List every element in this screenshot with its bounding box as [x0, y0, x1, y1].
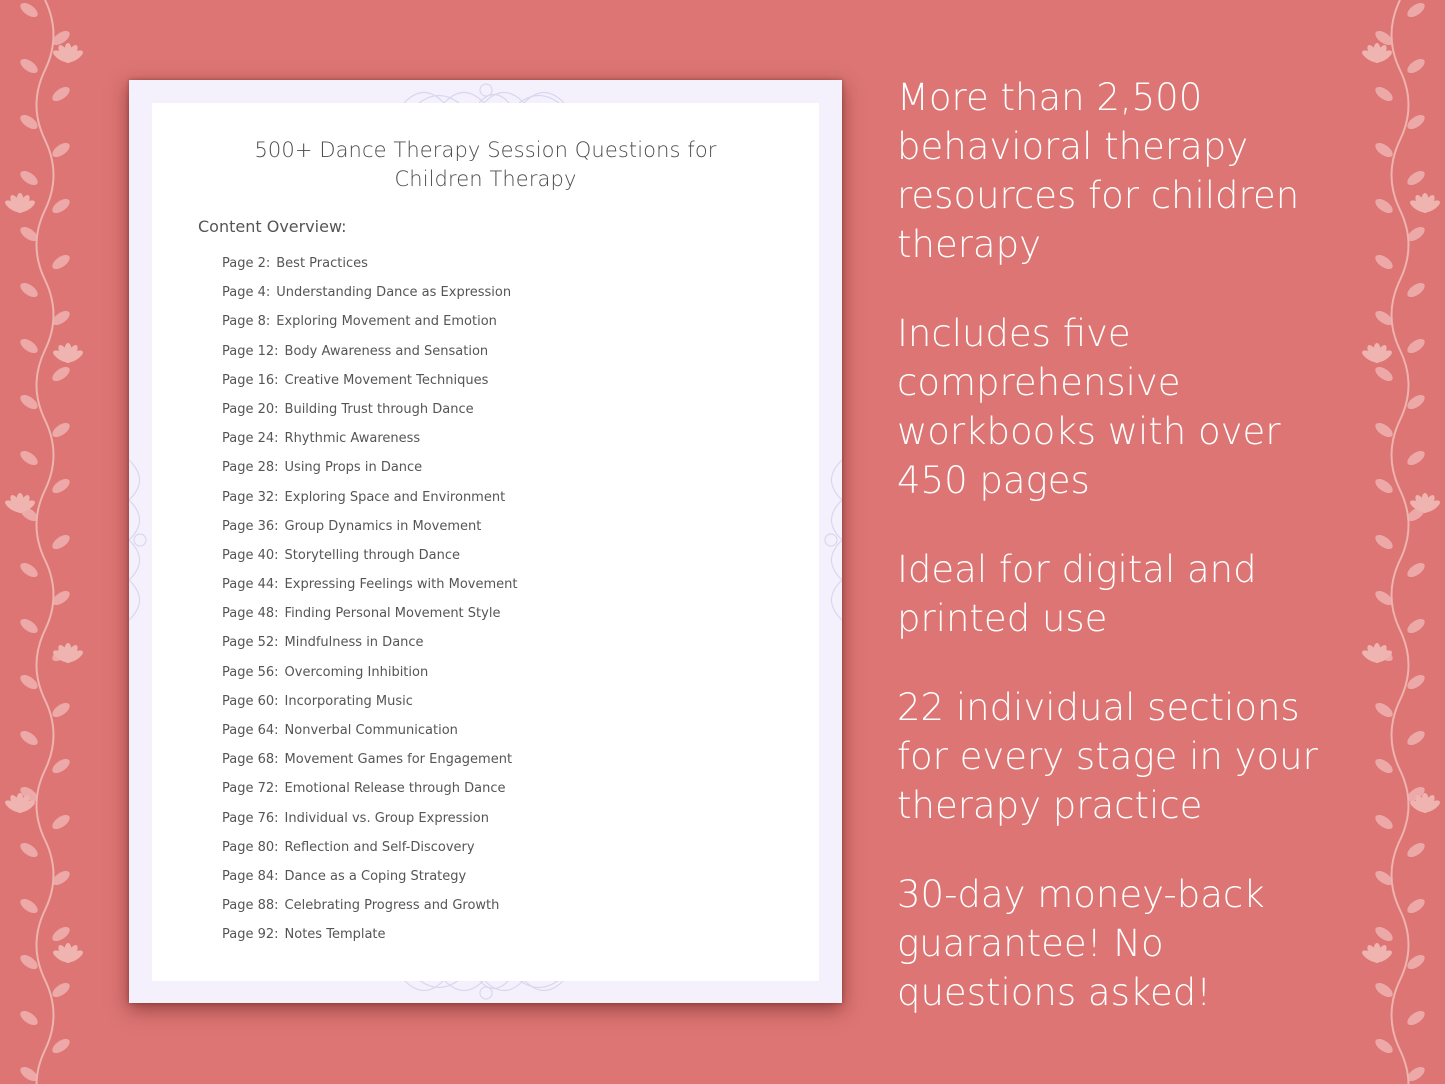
feature-workbooks: Includes five comprehensive workbooks with over 450 pages	[897, 312, 1281, 502]
document-title-line-1: 500+ Dance Therapy Session Questions for	[254, 138, 717, 162]
toc-page-number: Page 20:	[222, 401, 279, 417]
toc-item	[222, 458, 782, 487]
document-title-line-2: Children Therapy	[394, 167, 577, 191]
toc-title: Storytelling through Dance	[284, 547, 460, 563]
feature-resources-count: More than 2,500 behavioral therapy resources for children therapy	[897, 76, 1300, 266]
toc-title: Exploring Movement and Emotion	[276, 314, 497, 330]
table-of-contents	[222, 254, 782, 955]
content-overview-label: Content Overview:	[198, 217, 347, 236]
mandala-top-decoration	[384, 80, 589, 103]
toc-page-number: Page 64:	[222, 723, 279, 738]
toc-page-number: Page 16:	[222, 372, 279, 388]
toc-item	[222, 633, 782, 662]
toc-page-number: Page 8:	[222, 314, 271, 330]
toc-item	[222, 867, 782, 896]
toc-title: Exploring Space and Environment	[284, 489, 506, 505]
mandala-left-decoration	[129, 450, 152, 630]
toc-page-number: Page 88:	[222, 898, 279, 914]
toc-item	[222, 604, 782, 633]
toc-item	[222, 692, 782, 721]
toc-item	[222, 488, 782, 517]
floral-vine-right-decoration	[1355, 0, 1445, 1084]
toc-title: Notes Template	[284, 927, 386, 943]
toc-title: Understanding Dance as Expression	[276, 285, 512, 301]
toc-title: Individual vs. Group Expression	[284, 810, 489, 826]
document-preview	[129, 80, 842, 1003]
toc-title: Using Props in Dance	[284, 460, 423, 476]
toc-item	[222, 342, 782, 371]
toc-page-number: Page 52:	[222, 635, 279, 651]
toc-page-number: Page 60:	[222, 693, 279, 709]
toc-title: Best Practices	[276, 256, 368, 271]
feature-list	[897, 73, 1337, 1057]
toc-page-number: Page 84:	[222, 868, 279, 884]
toc-page-number: Page 4:	[222, 285, 271, 301]
toc-item	[222, 721, 782, 750]
toc-title: Emotional Release through Dance	[284, 781, 506, 797]
toc-title: Overcoming Inhibition	[284, 664, 429, 680]
toc-title: Finding Personal Movement Style	[284, 606, 501, 622]
floral-vine-left-decoration	[0, 0, 90, 1084]
toc-title: Building Trust through Dance	[284, 401, 474, 417]
toc-item	[222, 254, 782, 283]
toc-title: Body Awareness and Sensation	[284, 343, 489, 359]
toc-title: Mindfulness in Dance	[284, 635, 424, 651]
toc-page-number: Page 72:	[222, 781, 279, 797]
toc-title: Dance as a Coping Strategy	[284, 868, 467, 884]
toc-title: Creative Movement Techniques	[284, 372, 489, 388]
mandala-right-decoration	[819, 450, 842, 630]
toc-item	[222, 429, 782, 458]
toc-item	[222, 371, 782, 400]
toc-title: Expressing Feelings with Movement	[284, 577, 518, 593]
toc-title: Reflection and Self-Discovery	[284, 839, 475, 855]
toc-page-number: Page 32:	[222, 489, 279, 505]
toc-item	[222, 546, 782, 575]
toc-page-number: Page 40:	[222, 547, 279, 563]
document-sheet	[152, 103, 819, 981]
toc-item	[222, 750, 782, 779]
feature-digital-printed: Ideal for digital and printed use	[897, 548, 1257, 640]
toc-item	[222, 663, 782, 692]
toc-title: Nonverbal Communication	[284, 723, 458, 738]
toc-page-number: Page 76:	[222, 810, 279, 826]
toc-page-number: Page 2:	[222, 256, 271, 271]
toc-title: Celebrating Progress and Growth	[284, 898, 500, 914]
toc-title: Rhythmic Awareness	[284, 431, 421, 447]
toc-page-number: Page 48:	[222, 606, 279, 622]
toc-page-number: Page 28:	[222, 460, 279, 476]
toc-page-number: Page 68:	[222, 752, 279, 768]
toc-item	[222, 400, 782, 429]
document-title	[152, 136, 819, 194]
toc-item	[222, 575, 782, 604]
toc-item	[222, 809, 782, 838]
toc-title: Incorporating Music	[284, 693, 413, 709]
feature-guarantee: 30-day money-back guarantee! No questions asked!	[897, 873, 1265, 1014]
toc-page-number: Page 80:	[222, 839, 279, 855]
feature-sections: 22 individual sections for every stage in your therapy practice	[897, 686, 1318, 827]
toc-page-number: Page 24:	[222, 431, 279, 447]
toc-page-number: Page 44:	[222, 577, 279, 593]
toc-item	[222, 517, 782, 546]
toc-item	[222, 896, 782, 925]
toc-page-number: Page 36:	[222, 518, 279, 534]
toc-page-number: Page 92:	[222, 927, 279, 943]
toc-page-number: Page 56:	[222, 664, 279, 680]
toc-title: Group Dynamics in Movement	[284, 518, 482, 534]
toc-item	[222, 838, 782, 867]
toc-item	[222, 779, 782, 808]
toc-item	[222, 312, 782, 341]
mandala-bottom-decoration	[384, 980, 589, 1003]
toc-item	[222, 925, 782, 954]
toc-item	[222, 283, 782, 312]
toc-page-number: Page 12:	[222, 343, 279, 359]
toc-title: Movement Games for Engagement	[284, 752, 513, 768]
